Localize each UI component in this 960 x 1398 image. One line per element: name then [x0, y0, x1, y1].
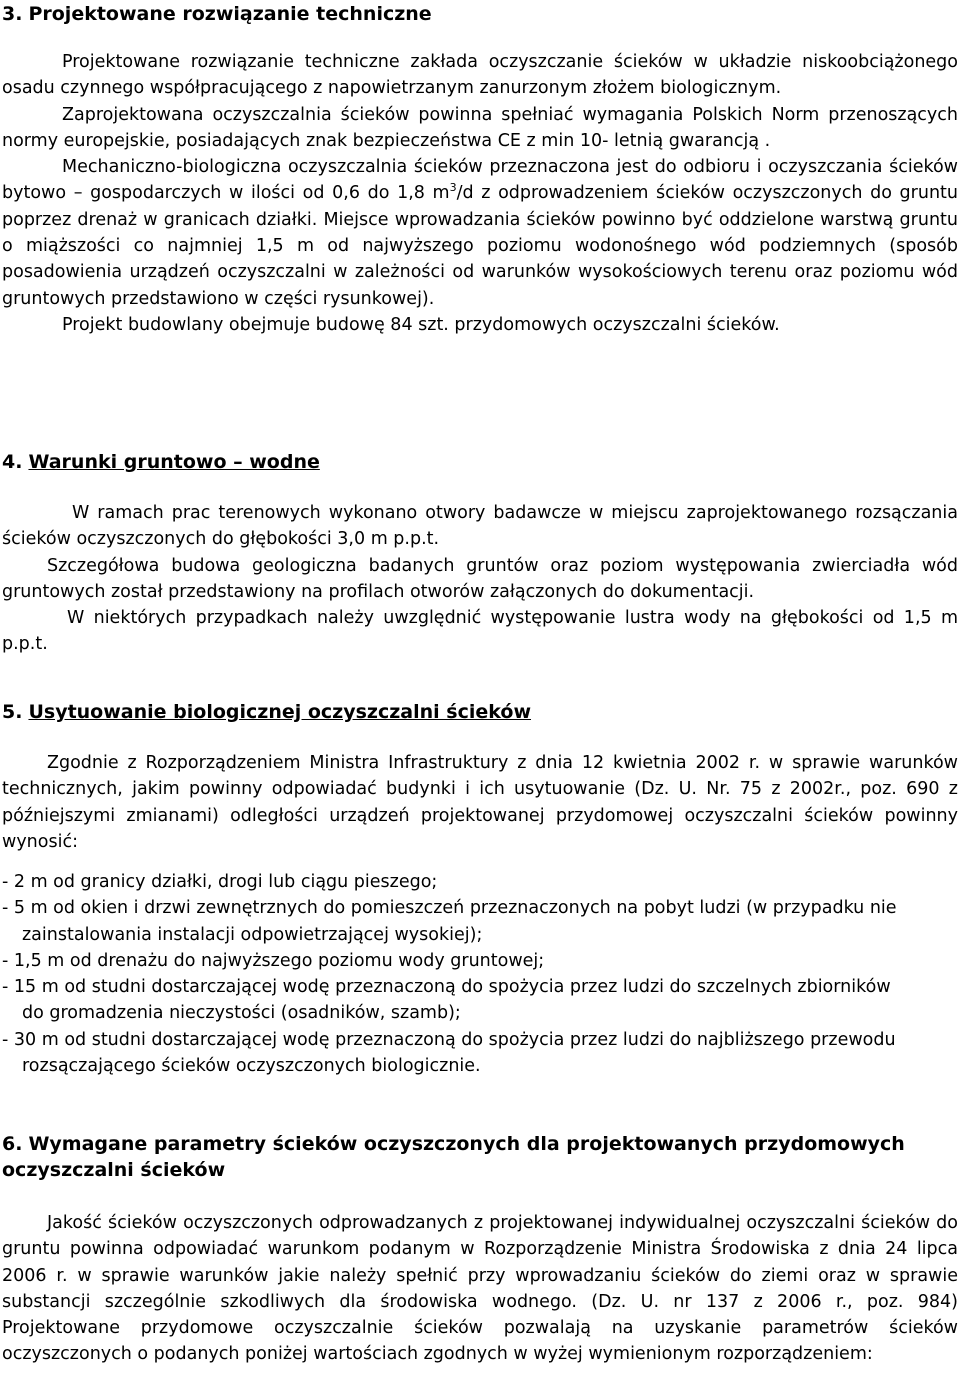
section-4-paragraph-2: Szczegółowa budowa geologiczna badanych gruntów oraz poziom występowania zwierciadła wód gruntowych został przedstawiony na profilach otworów załączonych do dokumentacji. — [2, 555, 958, 602]
section-5-paragraph-1: Zgodnie z Rozporządzeniem Ministra Infrastruktury z dnia 12 kwietnia 2002 r. w sprawie warunków technicznych, jakim powinny odpowiadać budynki i ich usytuowanie (Dz. U. Nr. 75 z 2002r., poz. 690 z późniejszymi zmianami) odległości urządzeń projektowanej przydomowej oczyszczalni ścieków powinny wynosić: — [2, 753, 958, 852]
list-item: - 2 m od granicy działki, drogi lub ciągu pieszego; — [2, 872, 438, 892]
section-4-heading — [2, 448, 320, 476]
section-title: Usytuowanie biologicznej oczyszczalni ścieków — [28, 701, 531, 723]
section-5-heading — [2, 698, 531, 726]
section-3-paragraph-1: Projektowane rozwiązanie techniczne zakłada oczyszczanie ścieków w układzie niskoobciążonego osadu czynnego współpracującego z napowietrzanym zanurzonym złożem biologicznym. — [2, 52, 958, 99]
section-title: Warunki gruntowo – wodne — [28, 451, 320, 473]
section-3-paragraph-4: Projekt budowlany obejmuje budowę 84 szt. przydomowych oczyszczalni ścieków. — [62, 314, 780, 335]
section-6-paragraph-1: Jakość ścieków oczyszczonych odprowadzanych z projektowanej indywidualnej oczyszczalni ścieków do gruntu powinna odpowiadać warunkom podanym w Rozporządzenie Ministra Środowiska z dnia 24 lipca 2006 r. w sprawie warunków jakie należy spełnić przy wprowadzaniu ścieków do ziemi oraz w sprawie substancji szczególnie szkodliwych dla środowiska wodnego. (Dz. U. nr 137 z 2006 r., poz. 984) Projektowane przydomowe oczyszczalnie ścieków pozwalają na uzyskanie parametrów ścieków oczyszczonych o podanych poniżej wartościach zgodnych w wyżej wymienionym rozporządzeniem: — [2, 1213, 958, 1365]
section-number: 5. — [2, 701, 23, 723]
list-item: - 5 m od okien i drzwi zewnętrznych do pomieszczeń przeznaczonych na pobyt ludzi (w przypadku nie zainstalowania instalacji odpowietrzającej wysokiej); — [2, 898, 897, 945]
list-item: - 15 m od studni dostarczającej wodę przeznaczoną do spożycia przez ludzi do szczelnych zbiorników do gromadzenia nieczystości (osadników, szamb); — [2, 977, 891, 1024]
section-3-heading — [2, 0, 432, 28]
section-number: 6. — [2, 1133, 23, 1155]
list-item: - 1,5 m od drenażu do najwyższego poziomu wody gruntowej; — [2, 950, 545, 971]
distance-requirements-list — [2, 869, 902, 1079]
section-number: 4. — [2, 451, 23, 473]
list-item: - 30 m od studni dostarczającej wodę przeznaczoną do spożycia przez ludzi do najbliższego przewodu rozsączającego ścieków oczyszczonych biologicznie. — [2, 1029, 896, 1077]
section-title: Projektowane rozwiązanie techniczne — [28, 3, 432, 25]
section-number: 3. — [2, 3, 23, 25]
section-title: Wymagane parametry ścieków oczyszczonych dla projektowanych przydomowych oczyszczalni ścieków — [2, 1133, 905, 1181]
section-4-paragraph-1: W ramach prac terenowych wykonano otwory badawcze w miejscu zaprojektowanego rozsączania ścieków oczyszczonych do głębokości 3,0 m p.p.t. — [2, 503, 958, 550]
section-3-paragraph-3: Mechaniczno-biologiczna oczyszczalnia ścieków przeznaczona jest do odbioru i oczyszczania ścieków bytowo – gospodarczych w ilości od 0,6 do 1,8 $m^3/d$ z odprowadzeniem ścieków oczyszczonych do gruntu poprzez drenaż w granicach działki. Miejsce wprowadzania ścieków powinno być oddzielone warstwą gruntu o miąższości co najmniej 1,5 m od najwyższego poziomu wodonośnego wód podziemnych (sposób posadowienia urządzeń oczyszczalni w zależności od warunków wysokościowych terenu oraz poziomu wód gruntowych przedstawiono w części rysunkowej). — [2, 157, 959, 309]
section-6-heading — [2, 1131, 958, 1183]
section-3-paragraph-2: Zaprojektowana oczyszczalnia ścieków powinna spełniać wymagania Polskich Norm przenoszących normy europejskie, posiadających znak bezpieczeństwa CE z min 10- letnią gwarancją . — [2, 104, 958, 151]
section-4-paragraph-3: W niektórych przypadkach należy uwzględnić występowanie lustra wody na głębokości od 1,5 m p.p.t. — [2, 608, 958, 655]
